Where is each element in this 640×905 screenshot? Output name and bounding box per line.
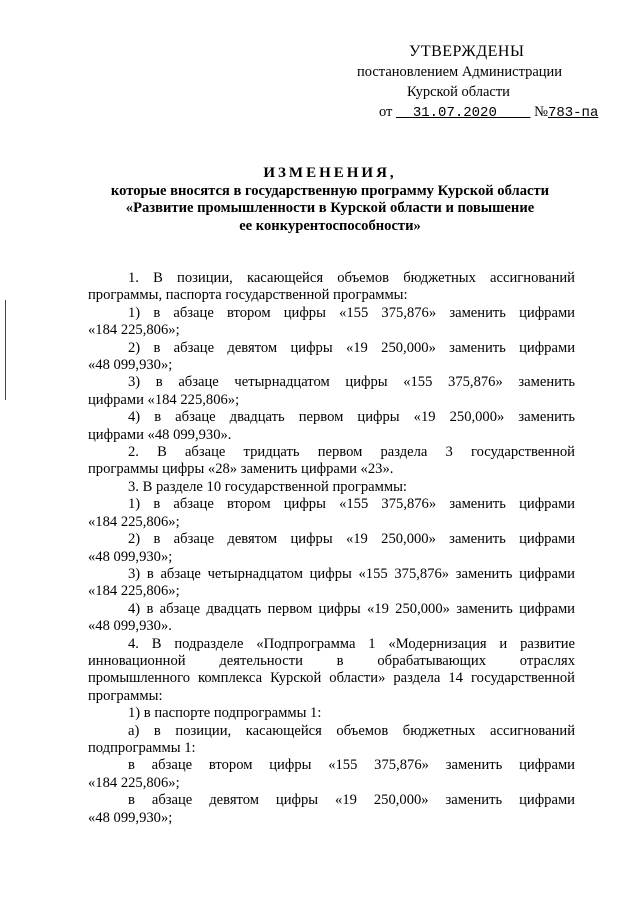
body-line: программы, паспорта государственной программы: (88, 287, 408, 304)
body-line: «184 225,806»; (88, 322, 180, 339)
heading-line-2: «Развитие промышленности в Курской области и повышение (125, 200, 535, 216)
body-line: 2) в абзаце девятом цифры «19 250,000» заменить цифрами (128, 339, 575, 356)
body-line: «184 225,806»; (88, 774, 180, 791)
body-line: 3) в абзаце четырнадцатом цифры «155 375,876» заменить (128, 374, 575, 391)
number-prefix: № (534, 104, 548, 120)
body-line: «48 099,930». (88, 618, 172, 635)
approval-block (355, 42, 599, 123)
body-line: «184 225,806»; (88, 513, 180, 530)
body-line: инновационной деятельности в обрабатывающих отраслях (88, 652, 575, 669)
body-line: цифрами «48 099,930». (88, 426, 232, 443)
heading-line-3: ее конкурентоспособности» (239, 217, 421, 234)
body-line: 3) в абзаце четырнадцатом цифры «155 375,876» заменить цифрами (128, 565, 575, 582)
body-line: цифрами «184 225,806»; (88, 391, 240, 408)
body-line: 2. В абзаце тридцать первом раздела 3 государственной (128, 444, 575, 461)
body-line: подпрограммы 1: (88, 739, 196, 756)
body-line: 2) в абзаце девятом цифры «19 250,000» заменить цифрами (128, 531, 575, 548)
body-line: «184 225,806»; (88, 583, 180, 600)
body-line: промышленного комплекса Курской области» раздела 14 государственной (88, 670, 575, 687)
heading-line-1: которые вносятся в государственную программу Курской области (110, 182, 550, 199)
body-line: «48 099,930»; (88, 548, 173, 565)
document-body (88, 270, 575, 827)
body-line: в абзаце девятом цифры «19 250,000» заменить цифрами (128, 792, 575, 809)
body-line: 1) в паспорте подпрограммы 1: (128, 705, 322, 722)
body-line: 3. В разделе 10 государственной программы: (128, 478, 407, 495)
body-line: а) в позиции, касающейся объемов бюджетных ассигнований (128, 722, 575, 739)
body-line: 4. В подразделе «Подпрограмма 1 «Модернизация и развитие (128, 635, 575, 652)
approval-title: УТВЕРЖДЕНЫ (409, 43, 525, 60)
approval-number: 783-па (547, 105, 599, 121)
body-line: 1) в абзаце втором цифры «155 375,876» заменить цифрами (128, 496, 575, 513)
body-line: «48 099,930»; (88, 357, 173, 374)
body-line: 4) в абзаце двадцать первом цифры «19 250,000» заменить цифрами (128, 600, 575, 617)
body-line: программы: (88, 687, 163, 704)
heading-title: ИЗМЕНЕНИЯ, (263, 165, 397, 181)
approval-date: 31.07.2020 (412, 105, 497, 121)
body-line: программы цифры «28» заменить цифрами «23». (88, 461, 394, 478)
body-line: в абзаце втором цифры «155 375,876» заменить цифрами (128, 757, 575, 774)
approval-line-1: постановлением Администрации (357, 64, 563, 80)
approval-date-number (355, 102, 599, 123)
body-line: «48 099,930»; (88, 809, 173, 826)
body-line: 1. В позиции, касающейся объемов бюджетных ассигнований (128, 270, 575, 286)
body-line: 1) в абзаце втором цифры «155 375,876» заменить цифрами (128, 304, 575, 321)
scan-edge-line (5, 300, 6, 400)
date-prefix: от (379, 104, 393, 120)
body-line: 4) в абзаце двадцать первом цифры «19 250,000» заменить (128, 409, 575, 426)
approval-line-2: Курской области (407, 84, 510, 100)
document-heading (80, 165, 580, 235)
